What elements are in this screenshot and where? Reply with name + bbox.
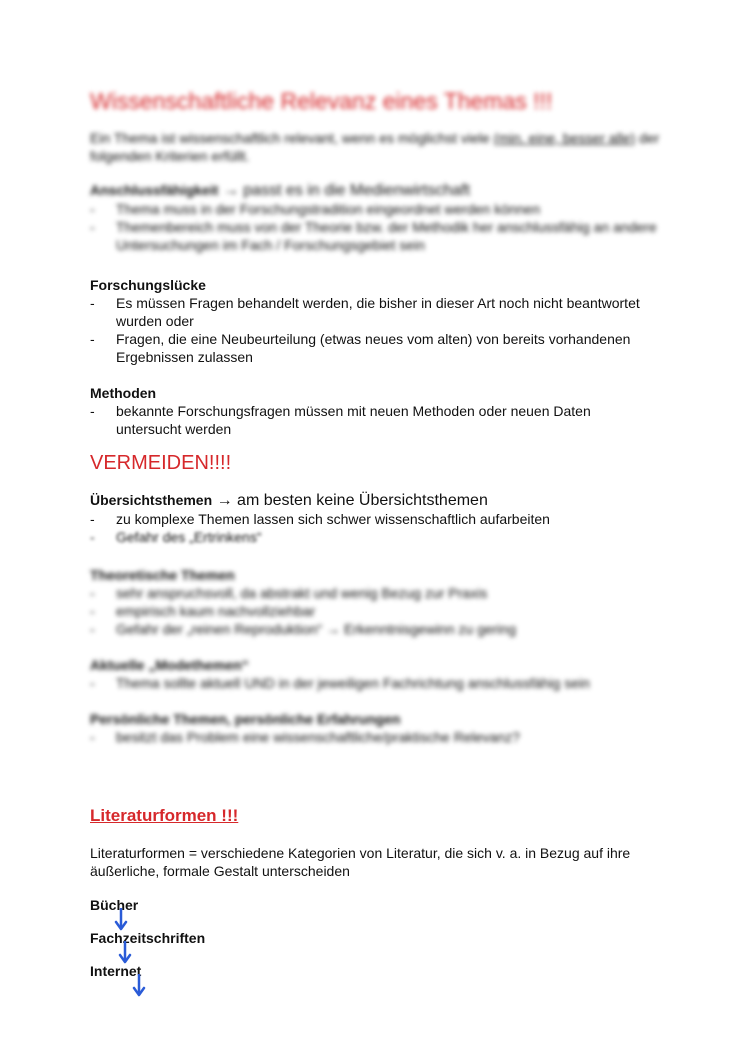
relevance-intro [90,129,660,165]
theoretisch-heading: Theoretische Themen [90,567,235,583]
uebersicht-list [90,510,660,546]
anschluss-heading: Anschlussfähigkeit [90,182,219,198]
intro-underlined: (min. eine, besser alle) [493,130,636,146]
persoenlich-block [90,710,660,746]
arrow-right-icon: → [216,492,233,509]
persoenlich-list [90,728,660,746]
aktuell-heading: Aktuelle „Modethemen“ [90,657,249,673]
forschung-block [90,276,660,366]
theoretisch-block [90,566,660,638]
list-item: - empirisch kaum nachvollziehbar [90,603,316,619]
list-item: - Gefahr der „reinen Reproduktion“ → Erkenntnisgewinn zu gering [90,621,516,637]
list-item: - Thema muss in der Forschungstradition eingeordnet werden können [90,201,541,217]
vermeiden-blurred-sections [90,566,660,746]
intro-text: Ein Thema ist wissenschaftlich relevant, wenn es möglichst viele [90,130,494,146]
forschung-list [90,294,660,366]
uebersicht-heading: Übersichtsthemen [90,492,213,508]
methoden-list [90,402,660,438]
relevance-title: Wissenschaftliche Relevanz eines Themas !!! [90,88,553,114]
forschung-heading: Forschungslücke [90,277,206,293]
uebersicht-suffix: am besten keine Übersichtsthemen [232,492,488,509]
aktuell-list [90,674,660,692]
relevance-section [90,88,660,254]
list-item: - Es müssen Fragen behandelt werden, die bisher in dieser Art noch nicht beantwortet wurden oder [90,295,640,329]
uebersicht-block [90,491,660,546]
arrow-down-icon [132,974,146,998]
list-item: - sehr anspruchsvoll, da abstrakt und wenig Bezug zur Praxis [90,585,488,601]
literatur-chain [90,896,660,995]
list-item: - Themenbereich muss von der Theorie bzw. der Methodik her anschlussfähig an andere Untersuchungen im Fach / Forschungsgebiet sein [90,219,657,253]
intro-text-end: der folgenden Kriterien erfüllt. [90,130,660,164]
uebersicht-heading-line [90,491,660,510]
literatur-item-fachzeitschriften: Fachzeitschriften [90,929,660,962]
literatur-definition: Literaturformen = verschiedene Kategorien von Literatur, die sich v. a. in Bezug auf ihre äußerliche, formale Gestalt unterscheiden [90,845,631,879]
persoenlich-heading: Persönliche Themen, persönliche Erfahrungen [90,711,401,727]
vermeiden-title: VERMEIDEN!!!! [90,452,232,474]
list-item: - Fragen, die eine Neubeurteilung (etwas neues vom alten) von bereits vorhandenen Ergebnissen zulassen [90,331,631,365]
methoden-heading: Methoden [90,385,157,401]
list-item: - bekannte Forschungsfragen müssen mit neuen Methoden oder neuen Daten untersucht werden [90,403,591,437]
theoretisch-list [90,584,660,638]
arrow-right-icon: → [222,182,239,199]
anschluss-suffix: passt es in die Medienwirtschaft [238,182,471,199]
document-page [90,88,660,995]
list-item: - besitzt das Problem eine wissenschaftliche/praktische Relevanz? [90,729,520,745]
methoden-block [90,384,660,438]
list-item: - Thema sollte aktuell UND in der jeweiligen Fachrichtung anschlussfähig sein [90,675,590,691]
literatur-item-buecher: Bücher [90,896,660,929]
anschluss-block [90,181,660,254]
literatur-item-internet: Internet [90,962,660,995]
list-item: - zu komplexe Themen lassen sich schwer wissenschaftlich aufarbeiten [90,511,550,527]
literatur-title: Literaturformen !!! [90,806,239,825]
anschluss-heading-line [90,181,660,200]
aktuell-block [90,656,660,692]
anschluss-list [90,200,660,254]
list-item: - Gefahr des „Ertrinkens“ [90,529,262,545]
